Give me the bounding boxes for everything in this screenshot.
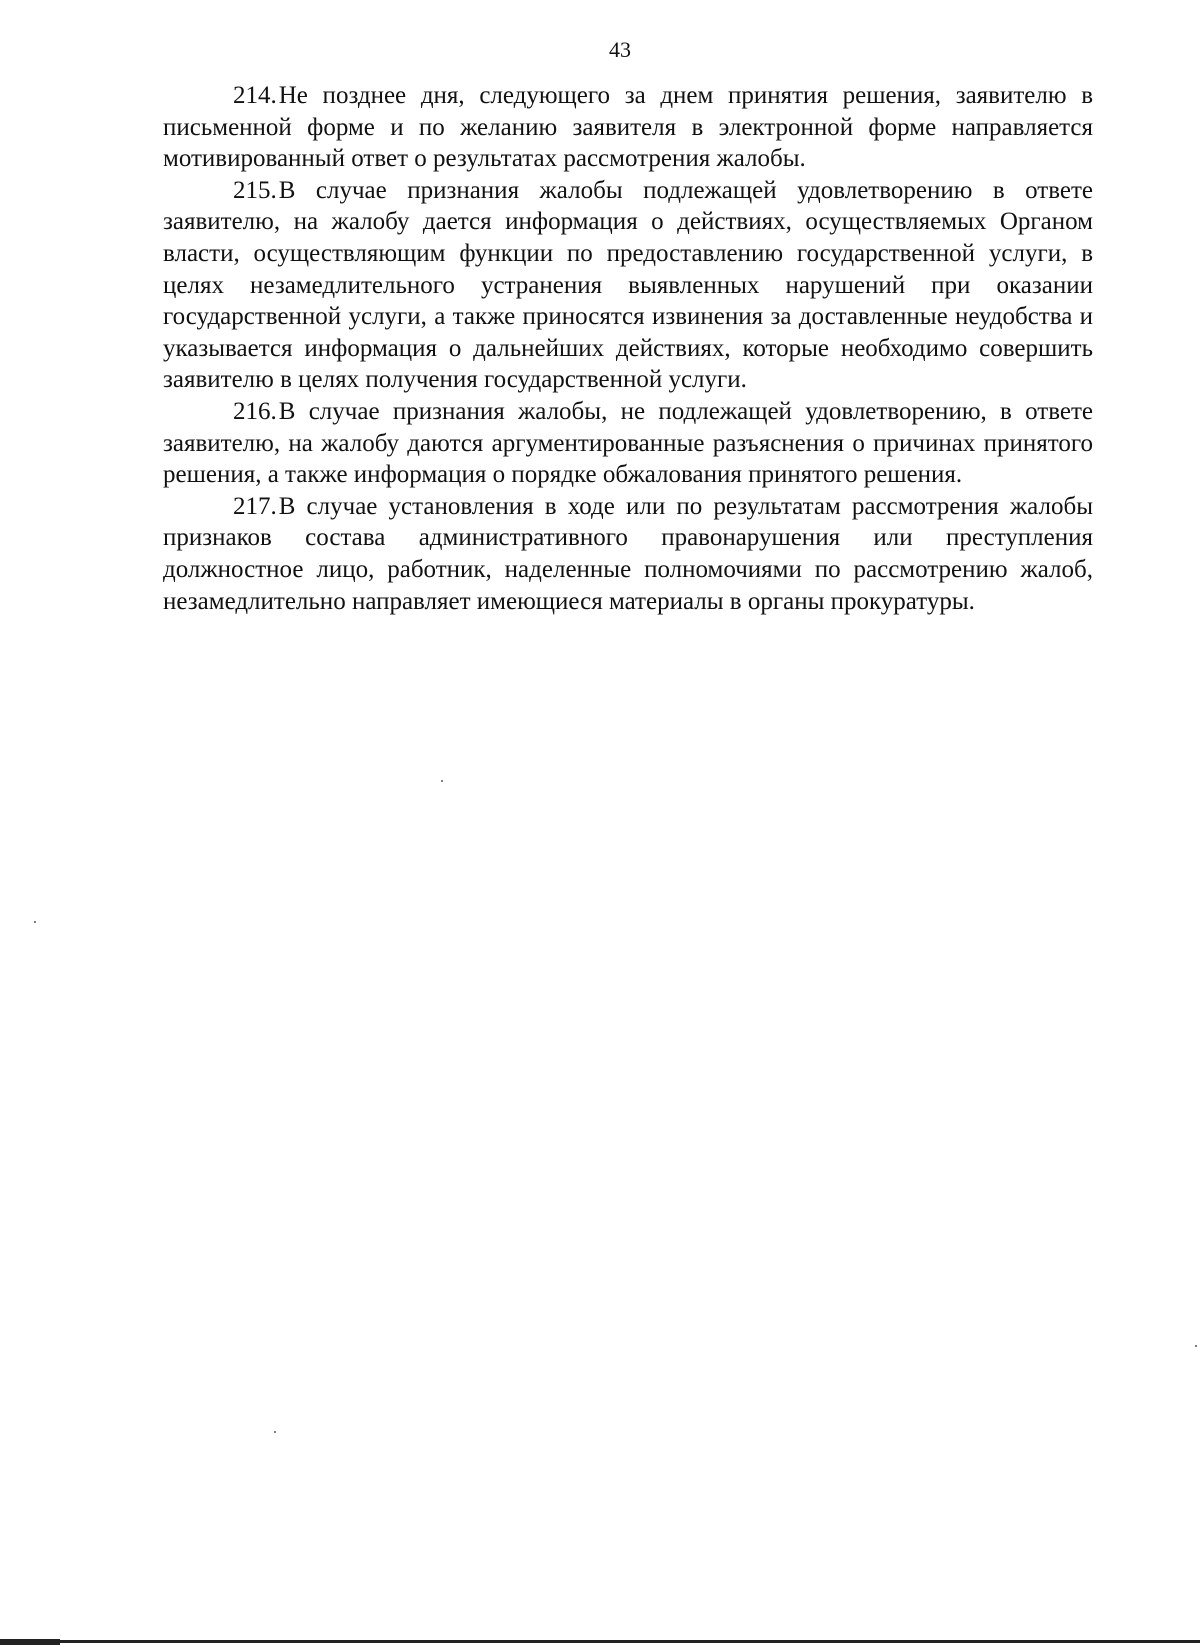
scan-speck (34, 921, 36, 923)
paragraph-text: Не позднее дня, следующего за днем принятия решения, заявителю в письменной форме и по желанию заявителя в электронной форме направляется мотивированный ответ о результатах рассмотрения жалобы. (163, 82, 1093, 173)
paragraph-217 (163, 491, 1093, 617)
paragraph-215 (163, 175, 1093, 396)
paragraph-number: 215. (233, 176, 277, 204)
paragraph-number: 216. (233, 397, 277, 425)
paragraph-214 (163, 80, 1093, 175)
scan-speck (1195, 1345, 1197, 1347)
paragraph-number: 217. (233, 492, 277, 520)
paragraph-text: В случае признания жалобы подлежащей удовлетворению в ответе заявителю, на жалобу дается информация о действиях, осуществляемых Органом власти, осуществляющим функции по предоставлению государственной услуги, в целях незамедлительного устранения выявленных нарушений при оказании государственной услуги, а также приносятся извинения за доставленные неудобства и указывается информация о дальнейших действиях, которые необходимо совершить заявителю в целях получения государственной услуги. (163, 176, 1093, 394)
scan-edge-mark (0, 1639, 60, 1645)
paragraph-text: В случае установления в ходе или по результатам рассмотрения жалобы признаков состава административного правонарушения или преступления должностное лицо, работник, наделенные полномочиями по рассмотрению жалоб, незамедлительно направляет имеющиеся материалы в органы прокуратуры. (163, 492, 1093, 615)
paragraph-216 (163, 396, 1093, 491)
document-body (163, 80, 1093, 617)
scan-speck (274, 1431, 276, 1433)
scan-edge-line (0, 1640, 1200, 1643)
scan-speck (441, 780, 443, 782)
paragraph-number: 214. (233, 82, 277, 109)
paragraph-text: В случае признания жалобы, не подлежащей удовлетворению, в ответе заявителю, на жалобу даются аргументированные разъяснения о причинах принятого решения, а также информация о порядке обжалования принятого решения. (163, 397, 1093, 489)
page-number: 43 (609, 37, 631, 62)
